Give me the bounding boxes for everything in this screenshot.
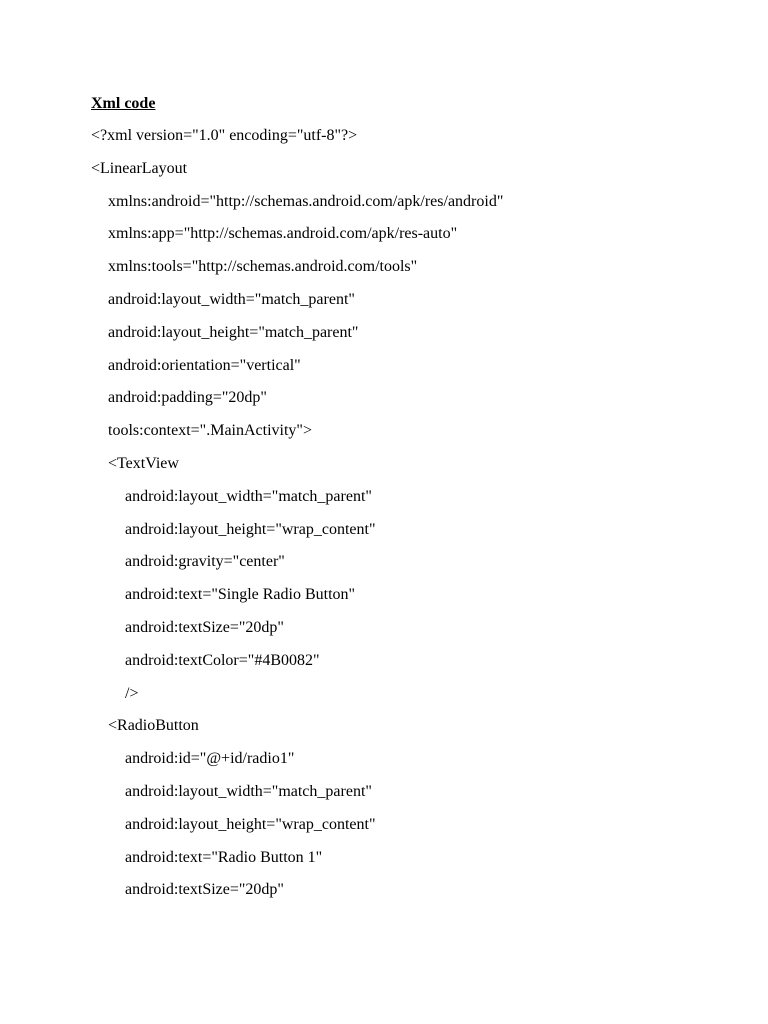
code-line: xmlns:android="http://schemas.android.com/apk/res/android": [108, 192, 504, 210]
code-line: xmlns:app="http://schemas.android.com/apk/res-auto": [108, 225, 458, 243]
code-line: <TextView: [108, 454, 179, 472]
code-line: />: [125, 684, 139, 702]
code-line: android:text="Single Radio Button": [125, 586, 356, 604]
code-line: <RadioButton: [108, 717, 199, 735]
code-line: android:textSize="20dp": [125, 618, 284, 636]
code-line: android:gravity="center": [125, 553, 285, 571]
code-line: android:text="Radio Button 1": [125, 848, 323, 866]
code-line: <?xml version="1.0" encoding="utf-8"?>: [91, 127, 358, 144]
code-line: android:layout_height="wrap_content": [125, 815, 376, 833]
code-line: xmlns:tools="http://schemas.android.com/tools": [108, 258, 418, 276]
code-line: android:padding="20dp": [108, 389, 267, 407]
code-line: android:id="@+id/radio1": [125, 750, 295, 768]
code-line: <LinearLayout: [91, 159, 188, 177]
code-line: android:layout_height="wrap_content": [125, 520, 376, 538]
code-line: android:textSize="20dp": [125, 881, 284, 899]
code-line: android:layout_width="match_parent": [125, 782, 372, 800]
code-line: android:layout_height="match_parent": [108, 323, 359, 341]
xml-code-block: [91, 125, 731, 912]
code-line: android:layout_width="match_parent": [108, 290, 355, 308]
code-line: android:layout_width="match_parent": [125, 487, 372, 505]
code-line: android:orientation="vertical": [108, 356, 301, 374]
section-heading: Xml code: [91, 95, 156, 112]
code-line: android:textColor="#4B0082": [125, 651, 320, 669]
code-line: tools:context=".MainActivity">: [108, 422, 312, 440]
